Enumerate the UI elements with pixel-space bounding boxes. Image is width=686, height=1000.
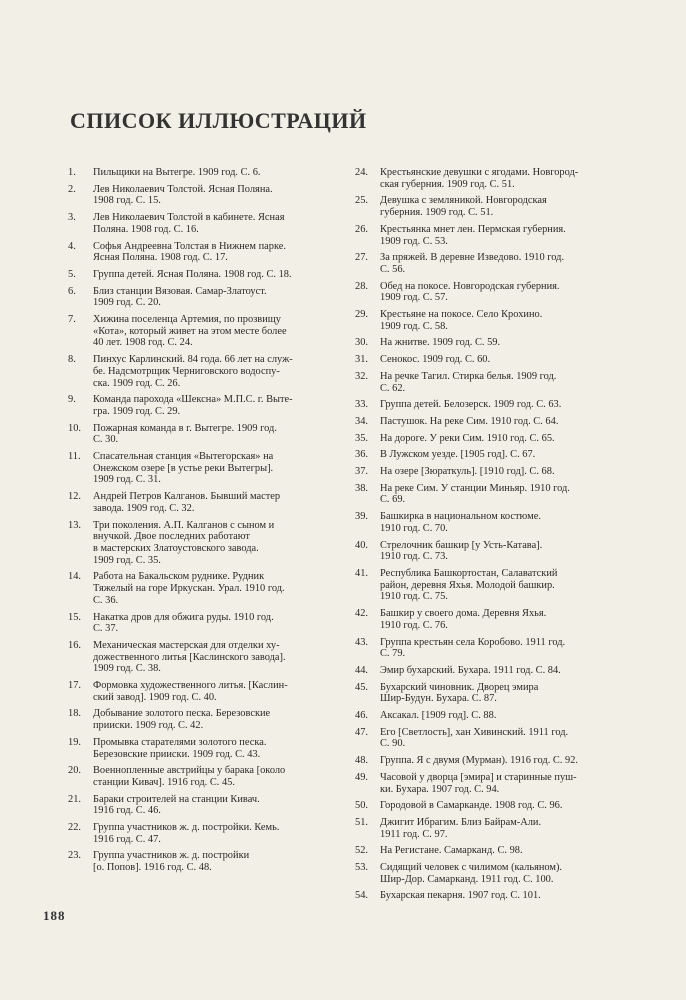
item-number: 10. <box>68 422 81 434</box>
item-number: 42. <box>355 608 368 620</box>
caption-line: Часовой у дворца [эмира] и старинные пуш- <box>380 771 577 783</box>
caption-line: Лев Николаевич Толстой. Ясная Поляна. <box>93 183 273 195</box>
caption-line: 1911 год. С. 97. <box>380 828 448 840</box>
item-caption <box>380 540 617 563</box>
list-item <box>68 423 328 446</box>
list-item <box>355 224 617 247</box>
caption-line: Пожарная команда в г. Вытегре. 1909 год. <box>93 422 277 434</box>
item-number: 50. <box>355 800 368 812</box>
caption-line: С. 56. <box>380 263 406 275</box>
caption-line: Сенокос. 1909 год. С. 60. <box>380 354 491 366</box>
caption-line: Республика Башкортостан, Салаватский <box>380 567 558 579</box>
list-item <box>355 399 617 411</box>
item-number: 5. <box>68 268 76 280</box>
item-number: 6. <box>68 285 76 297</box>
list-item <box>355 337 617 349</box>
item-number: 29. <box>355 309 368 321</box>
illustrations-list-left-column <box>68 167 328 879</box>
caption-line: Аксакал. [1909 год]. С. 88. <box>380 710 497 722</box>
caption-line: прииски. 1909 год. С. 42. <box>93 720 204 732</box>
item-number: 45. <box>355 681 368 693</box>
caption-line: Девушка с земляникой. Новгородская <box>380 195 547 207</box>
item-number: 49. <box>355 771 368 783</box>
item-caption <box>380 433 617 445</box>
caption-line: станции Кивач]. 1916 год. С. 45. <box>93 776 235 788</box>
caption-line: Механическая мастерская для отделки ху- <box>93 639 280 651</box>
caption-line: 40 лет. 1908 год. С. 24. <box>93 337 193 349</box>
item-caption <box>380 727 617 750</box>
list-item <box>68 394 328 417</box>
item-number: 54. <box>355 890 368 902</box>
caption-line: С. 30. <box>93 434 119 446</box>
caption-line: Команда парохода «Шексна» М.П.С. г. Выте- <box>93 394 293 406</box>
item-caption <box>380 568 617 603</box>
item-number: 15. <box>68 611 81 623</box>
list-item <box>68 184 328 207</box>
item-number: 48. <box>355 755 368 767</box>
list-item <box>355 637 617 660</box>
list-item <box>355 608 617 631</box>
item-caption <box>380 337 617 349</box>
item-number: 27. <box>355 252 368 264</box>
caption-line: Пильщики на Вытегре. 1909 год. С. 6. <box>93 167 261 178</box>
caption-line: Его [Светлость], хан Хивинский. 1911 год. <box>380 726 569 738</box>
caption-line: 1910 год. С. 73. <box>380 551 448 563</box>
item-caption <box>380 167 617 190</box>
page-title: СПИСОК ИЛЛЮСТРАЦИЙ <box>70 108 367 133</box>
caption-line: губерния. 1909 год. С. 51. <box>380 207 494 219</box>
caption-line: 1916 год. С. 47. <box>93 833 161 845</box>
item-caption <box>380 637 617 660</box>
caption-line: Джигит Ибрагим. Близ Байрам-Али. <box>380 816 542 828</box>
caption-line: Бухарская пекарня. 1907 год. С. 101. <box>380 890 541 902</box>
item-caption <box>93 680 328 703</box>
caption-line: В Лужском уезде. [1905 год]. С. 67. <box>380 449 536 461</box>
item-caption <box>93 571 328 606</box>
item-number: 26. <box>355 223 368 235</box>
list-item <box>355 309 617 332</box>
caption-line: На Регистане. Самарканд. С. 98. <box>380 845 523 857</box>
caption-line: Крестьяне на покосе. Село Крохино. <box>380 309 543 321</box>
list-item <box>355 466 617 478</box>
caption-line: 1909 год. С. 35. <box>93 554 161 566</box>
item-caption <box>93 423 328 446</box>
item-caption <box>380 772 617 795</box>
item-caption <box>380 890 617 902</box>
item-caption <box>93 241 328 264</box>
caption-line: Группа. Я с двумя (Мурман). 1916 год. С. 92. <box>380 755 578 767</box>
item-number: 31. <box>355 354 368 366</box>
item-caption <box>380 449 617 461</box>
caption-line: завода. 1909 год. С. 32. <box>93 502 195 514</box>
list-item <box>68 167 328 179</box>
list-item <box>68 765 328 788</box>
caption-line: Шир-Будун. Бухара. С. 87. <box>380 693 497 705</box>
item-caption <box>93 737 328 760</box>
caption-line: Березовские прииски. 1909 год. С. 43. <box>93 748 261 760</box>
list-item <box>355 710 617 722</box>
caption-line: Пинхус Карлинский. 84 года. 66 лет на служ- <box>93 354 293 366</box>
item-number: 37. <box>355 466 368 478</box>
item-number: 34. <box>355 415 368 427</box>
item-caption <box>380 399 617 411</box>
list-item <box>355 433 617 445</box>
item-number: 16. <box>68 639 81 651</box>
list-item <box>355 862 617 885</box>
caption-line: Группа участников ж. д. постройки. Кемь. <box>93 822 280 834</box>
item-number: 8. <box>68 354 76 366</box>
item-number: 41. <box>355 567 368 579</box>
caption-line: 1909 год. С. 31. <box>93 474 161 486</box>
item-number: 51. <box>355 816 368 828</box>
item-number: 32. <box>355 370 368 382</box>
caption-line: Спасательная станция «Вытегорская» на <box>93 451 274 463</box>
item-number: 4. <box>68 240 76 252</box>
list-item <box>68 314 328 349</box>
caption-line: Промывка старателями золотого песка. <box>93 736 267 748</box>
caption-line: С. 62. <box>380 382 406 394</box>
item-number: 24. <box>355 167 368 178</box>
caption-line: На реке Сим. У станции Миньяр. 1910 год. <box>380 482 570 494</box>
list-item <box>355 568 617 603</box>
item-caption <box>380 817 617 840</box>
item-number: 53. <box>355 862 368 874</box>
item-number: 20. <box>68 765 81 777</box>
caption-line: Работа на Бакальском руднике. Рудник <box>93 571 265 583</box>
item-number: 52. <box>355 845 368 857</box>
item-number: 30. <box>355 337 368 349</box>
caption-line: ки. Бухара. 1907 год. С. 94. <box>380 783 500 795</box>
item-caption <box>380 195 617 218</box>
caption-line: 1916 год. С. 46. <box>93 805 161 817</box>
item-number: 40. <box>355 539 368 551</box>
caption-line: Пастушок. На реке Сим. 1910 год. С. 64. <box>380 415 559 427</box>
list-item <box>355 483 617 506</box>
list-item <box>355 890 617 902</box>
list-item <box>355 167 617 190</box>
caption-line: Группа детей. Белозерск. 1909 год. С. 63. <box>380 399 562 411</box>
item-caption <box>93 167 328 179</box>
caption-line: гра. 1909 год. С. 29. <box>93 405 181 417</box>
caption-line: 1909 год. С. 58. <box>380 320 448 332</box>
caption-line: 1910 год. С. 76. <box>380 619 448 631</box>
caption-line: С. 69. <box>380 494 406 506</box>
caption-line: На озере [Зюраткуль]. [1910 год]. С. 68. <box>380 466 555 478</box>
caption-line: ская губерния. 1909 год. С. 51. <box>380 178 515 190</box>
caption-line: Крестьянские девушки с ягодами. Новгород- <box>380 167 579 178</box>
item-caption <box>380 483 617 506</box>
caption-line: Три поколения. А.П. Калганов с сыном и <box>93 519 275 531</box>
item-caption <box>380 755 617 767</box>
item-number: 3. <box>68 212 76 224</box>
caption-line: Крестьянка мнет лен. Пермская губерния. <box>380 223 566 235</box>
caption-line: На дороге. У реки Сим. 1910 год. С. 65. <box>380 432 555 444</box>
item-caption <box>380 416 617 428</box>
item-caption <box>93 850 328 873</box>
caption-line: 1909 год. С. 20. <box>93 297 161 309</box>
item-caption <box>380 252 617 275</box>
list-item <box>68 794 328 817</box>
caption-line: 1909 год. С. 38. <box>93 663 161 675</box>
item-caption <box>380 309 617 332</box>
caption-line: дожественного литья [Каслинского завода]. <box>93 651 286 663</box>
caption-line: Добывание золотого песка. Березовские <box>93 708 271 720</box>
list-item <box>68 680 328 703</box>
caption-line: Шир-Дор. Самарканд. 1911 год. С. 100. <box>380 873 554 885</box>
caption-line: Тяжелый на горе Иркускан. Урал. 1910 год. <box>93 583 285 595</box>
item-number: 28. <box>355 280 368 292</box>
list-item <box>355 281 617 304</box>
item-number: 12. <box>68 491 81 503</box>
item-number: 18. <box>68 708 81 720</box>
item-caption <box>380 682 617 705</box>
list-item <box>355 682 617 705</box>
list-item <box>355 511 617 534</box>
item-number: 38. <box>355 482 368 494</box>
list-item <box>355 772 617 795</box>
caption-line: [о. Попов]. 1916 год. С. 48. <box>93 862 212 874</box>
list-item <box>68 708 328 731</box>
caption-line: На жнитве. 1909 год. С. 59. <box>380 337 501 349</box>
list-item <box>355 416 617 428</box>
caption-line: 1909 год. С. 57. <box>380 292 448 304</box>
item-caption <box>93 354 328 389</box>
caption-line: бе. Надсмотрщик Черниговского водоспу- <box>93 365 280 377</box>
item-caption <box>93 520 328 567</box>
item-number: 44. <box>355 664 368 676</box>
item-caption <box>93 491 328 514</box>
caption-line: 1908 год. С. 15. <box>93 195 161 207</box>
item-number: 36. <box>355 449 368 461</box>
caption-line: На речке Тагил. Стирка белья. 1909 год. <box>380 370 557 382</box>
caption-line: Группа крестьян села Коробово. 1911 год. <box>380 636 566 648</box>
caption-line: 1909 год. С. 53. <box>380 235 448 247</box>
item-caption <box>93 394 328 417</box>
list-item <box>68 850 328 873</box>
list-item <box>355 727 617 750</box>
caption-line: Бараки строителей на станции Кивач. <box>93 793 260 805</box>
item-caption <box>380 354 617 366</box>
caption-line: Хижина поселенца Артемия, по прозвищу <box>93 314 281 326</box>
caption-line: С. 37. <box>93 623 119 635</box>
list-item <box>355 252 617 275</box>
item-number: 19. <box>68 736 81 748</box>
item-caption <box>380 224 617 247</box>
list-item <box>68 212 328 235</box>
caption-line: За пряжей. В деревне Изведово. 1910 год. <box>380 252 565 264</box>
caption-line: Софья Андреевна Толстая в Нижнем парке. <box>93 240 286 252</box>
item-caption <box>93 612 328 635</box>
caption-line: Близ станции Вязовая. Самар-Златоуст. <box>93 285 267 297</box>
list-item <box>355 845 617 857</box>
caption-line: Эмир бухарский. Бухара. 1911 год. С. 84. <box>380 664 561 676</box>
caption-line: Ясная Поляна. 1908 год. С. 17. <box>93 252 228 264</box>
item-number: 33. <box>355 399 368 411</box>
list-item <box>355 800 617 812</box>
caption-line: Андрей Петров Калганов. Бывший мастер <box>93 491 281 503</box>
caption-line: С. 79. <box>380 648 406 660</box>
list-item <box>68 451 328 486</box>
item-caption <box>380 665 617 677</box>
list-item <box>68 241 328 264</box>
item-number: 11. <box>68 451 81 463</box>
caption-line: Башкир у своего дома. Деревня Яхья. <box>380 608 547 620</box>
item-number: 35. <box>355 432 368 444</box>
item-caption <box>93 184 328 207</box>
item-number: 9. <box>68 394 76 406</box>
list-item <box>355 755 617 767</box>
caption-line: Сидящий человек с чилимом (кальяном). <box>380 862 563 874</box>
list-item <box>355 817 617 840</box>
caption-line: ска. 1909 год. С. 26. <box>93 377 181 389</box>
list-item <box>68 822 328 845</box>
list-item <box>355 449 617 461</box>
list-item <box>355 665 617 677</box>
item-caption <box>380 281 617 304</box>
caption-line: район, деревня Яхья. Молодой башкир. <box>380 579 555 591</box>
caption-line: Формовка художественного литья. [Каслин- <box>93 680 288 692</box>
caption-line: в мастерских Златоустовского завода. <box>93 542 259 554</box>
item-number: 2. <box>68 183 76 195</box>
item-caption <box>93 286 328 309</box>
caption-line: Городовой в Самарканде. 1908 год. С. 96. <box>380 800 563 812</box>
item-number: 1. <box>68 167 76 178</box>
caption-line: С. 36. <box>93 594 119 606</box>
list-item <box>68 737 328 760</box>
caption-line: Обед на покосе. Новгородская губерния. <box>380 280 560 292</box>
caption-line: 1910 год. С. 70. <box>380 522 448 534</box>
list-item <box>68 269 328 281</box>
item-caption <box>93 794 328 817</box>
item-number: 13. <box>68 519 81 531</box>
list-item <box>355 540 617 563</box>
caption-line: Накатка дров для обжига руды. 1910 год. <box>93 611 274 623</box>
item-caption <box>380 511 617 534</box>
item-caption <box>93 640 328 675</box>
caption-line: Стрелочник башкир [у Усть-Катава]. <box>380 539 543 551</box>
item-caption <box>380 845 617 857</box>
item-caption <box>380 608 617 631</box>
list-item <box>68 612 328 635</box>
caption-line: ский завод]. 1909 год. С. 40. <box>93 691 217 703</box>
caption-line: Онежском озере [в устье реки Вытегры]. <box>93 462 274 474</box>
caption-line: Бухарский чиновник. Дворец эмира <box>380 681 539 693</box>
list-item <box>68 286 328 309</box>
item-number: 39. <box>355 511 368 523</box>
item-number: 46. <box>355 710 368 722</box>
caption-line: «Кота», который живет на этом месте более <box>93 325 287 337</box>
item-number: 14. <box>68 571 81 583</box>
caption-line: Группа участников ж. д. постройки <box>93 850 250 862</box>
item-caption <box>380 710 617 722</box>
item-caption <box>93 314 328 349</box>
caption-line: Военнопленные австрийцы у барака [около <box>93 765 286 777</box>
list-item <box>68 640 328 675</box>
item-number: 7. <box>68 314 76 326</box>
item-number: 22. <box>68 822 81 834</box>
list-item <box>68 491 328 514</box>
page-number: 188 <box>43 908 66 923</box>
item-caption <box>380 466 617 478</box>
item-number: 21. <box>68 793 81 805</box>
caption-line: Башкирка в национальном костюме. <box>380 511 541 523</box>
item-number: 43. <box>355 636 368 648</box>
item-number: 23. <box>68 850 81 862</box>
item-caption <box>380 371 617 394</box>
item-caption <box>93 212 328 235</box>
caption-line: 1910 год. С. 75. <box>380 591 448 603</box>
item-caption <box>380 862 617 885</box>
caption-line: Поляна. 1908 год. С. 16. <box>93 223 199 235</box>
item-number: 17. <box>68 680 81 692</box>
list-item <box>355 371 617 394</box>
item-number: 25. <box>355 195 368 207</box>
caption-line: Лев Николаевич Толстой в кабинете. Ясная <box>93 212 285 224</box>
item-caption <box>93 451 328 486</box>
item-caption <box>93 822 328 845</box>
item-caption <box>93 269 328 281</box>
caption-line: Группа детей. Ясная Поляна. 1908 год. С. 18. <box>93 268 292 280</box>
list-item <box>355 354 617 366</box>
list-item <box>68 520 328 567</box>
illustrations-list-right-column <box>355 167 617 907</box>
item-caption <box>93 765 328 788</box>
caption-line: внучкой. Двое последних работают <box>93 531 250 543</box>
item-caption <box>93 708 328 731</box>
item-number: 47. <box>355 726 368 738</box>
list-item <box>68 354 328 389</box>
item-caption <box>380 800 617 812</box>
list-item <box>355 195 617 218</box>
list-item <box>68 571 328 606</box>
caption-line: С. 90. <box>380 738 406 750</box>
